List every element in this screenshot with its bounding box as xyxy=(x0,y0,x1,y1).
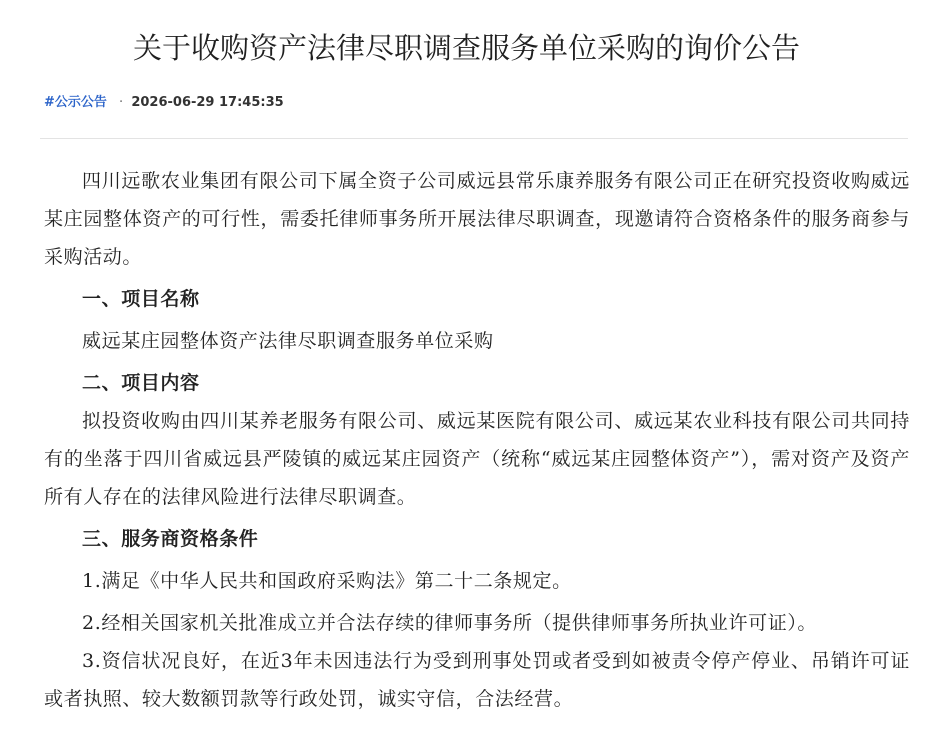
qualification-item: 3.资信状况良好，在近3年未因违法行为受到刑事处罚或者受到如被责令停产停业、吊销许可证或者执照、较大数额罚款等行政处罚，诚实守信，合法经营。 xyxy=(44,650,910,710)
article-meta xyxy=(44,93,284,113)
project-content-paragraph: 拟投资收购由四川某养老服务有限公司、威远某医院有限公司、威远某农业科技有限公司共同持有的坐落于四川省威远县严陵镇的威远某庄园资产（统称“威远某庄园整体资产”），需对资产及资产所有人存在的法律风险进行法律尽职调查。 xyxy=(44,410,910,508)
intro-paragraph: 四川远歌农业集团有限公司下属全资子公司威远县常乐康养服务有限公司正在研究投资收购威远某庄园整体资产的可行性，需委托律师事务所开展法律尽职调查，现邀请符合资格条件的服务商参与采购活动。 xyxy=(44,170,910,268)
header-divider xyxy=(40,138,908,139)
page-title: 关于收购资产法律尽职调查服务单位采购的询价公告 xyxy=(132,31,800,65)
article-body xyxy=(44,162,910,718)
publish-datetime: 2026-06-29 17:45:35 xyxy=(131,95,284,110)
section-heading-project-content: 二、项目内容 xyxy=(82,372,200,394)
section-heading-project-name: 一、项目名称 xyxy=(82,288,200,310)
qualification-item: 2.经相关国家机关批准成立并合法存续的律师事务所（提供律师事务所执业许可证）。 xyxy=(82,612,818,634)
qualification-item: 1.满足《中华人民共和国政府采购法》第二十二条规定。 xyxy=(82,570,572,592)
section-heading-qualifications: 三、服务商资格条件 xyxy=(82,528,259,550)
project-name-text: 威远某庄园整体资产法律尽职调查服务单位采购 xyxy=(82,330,494,352)
category-link[interactable]: #公示公告 xyxy=(44,95,107,110)
meta-separator: · xyxy=(119,95,124,110)
